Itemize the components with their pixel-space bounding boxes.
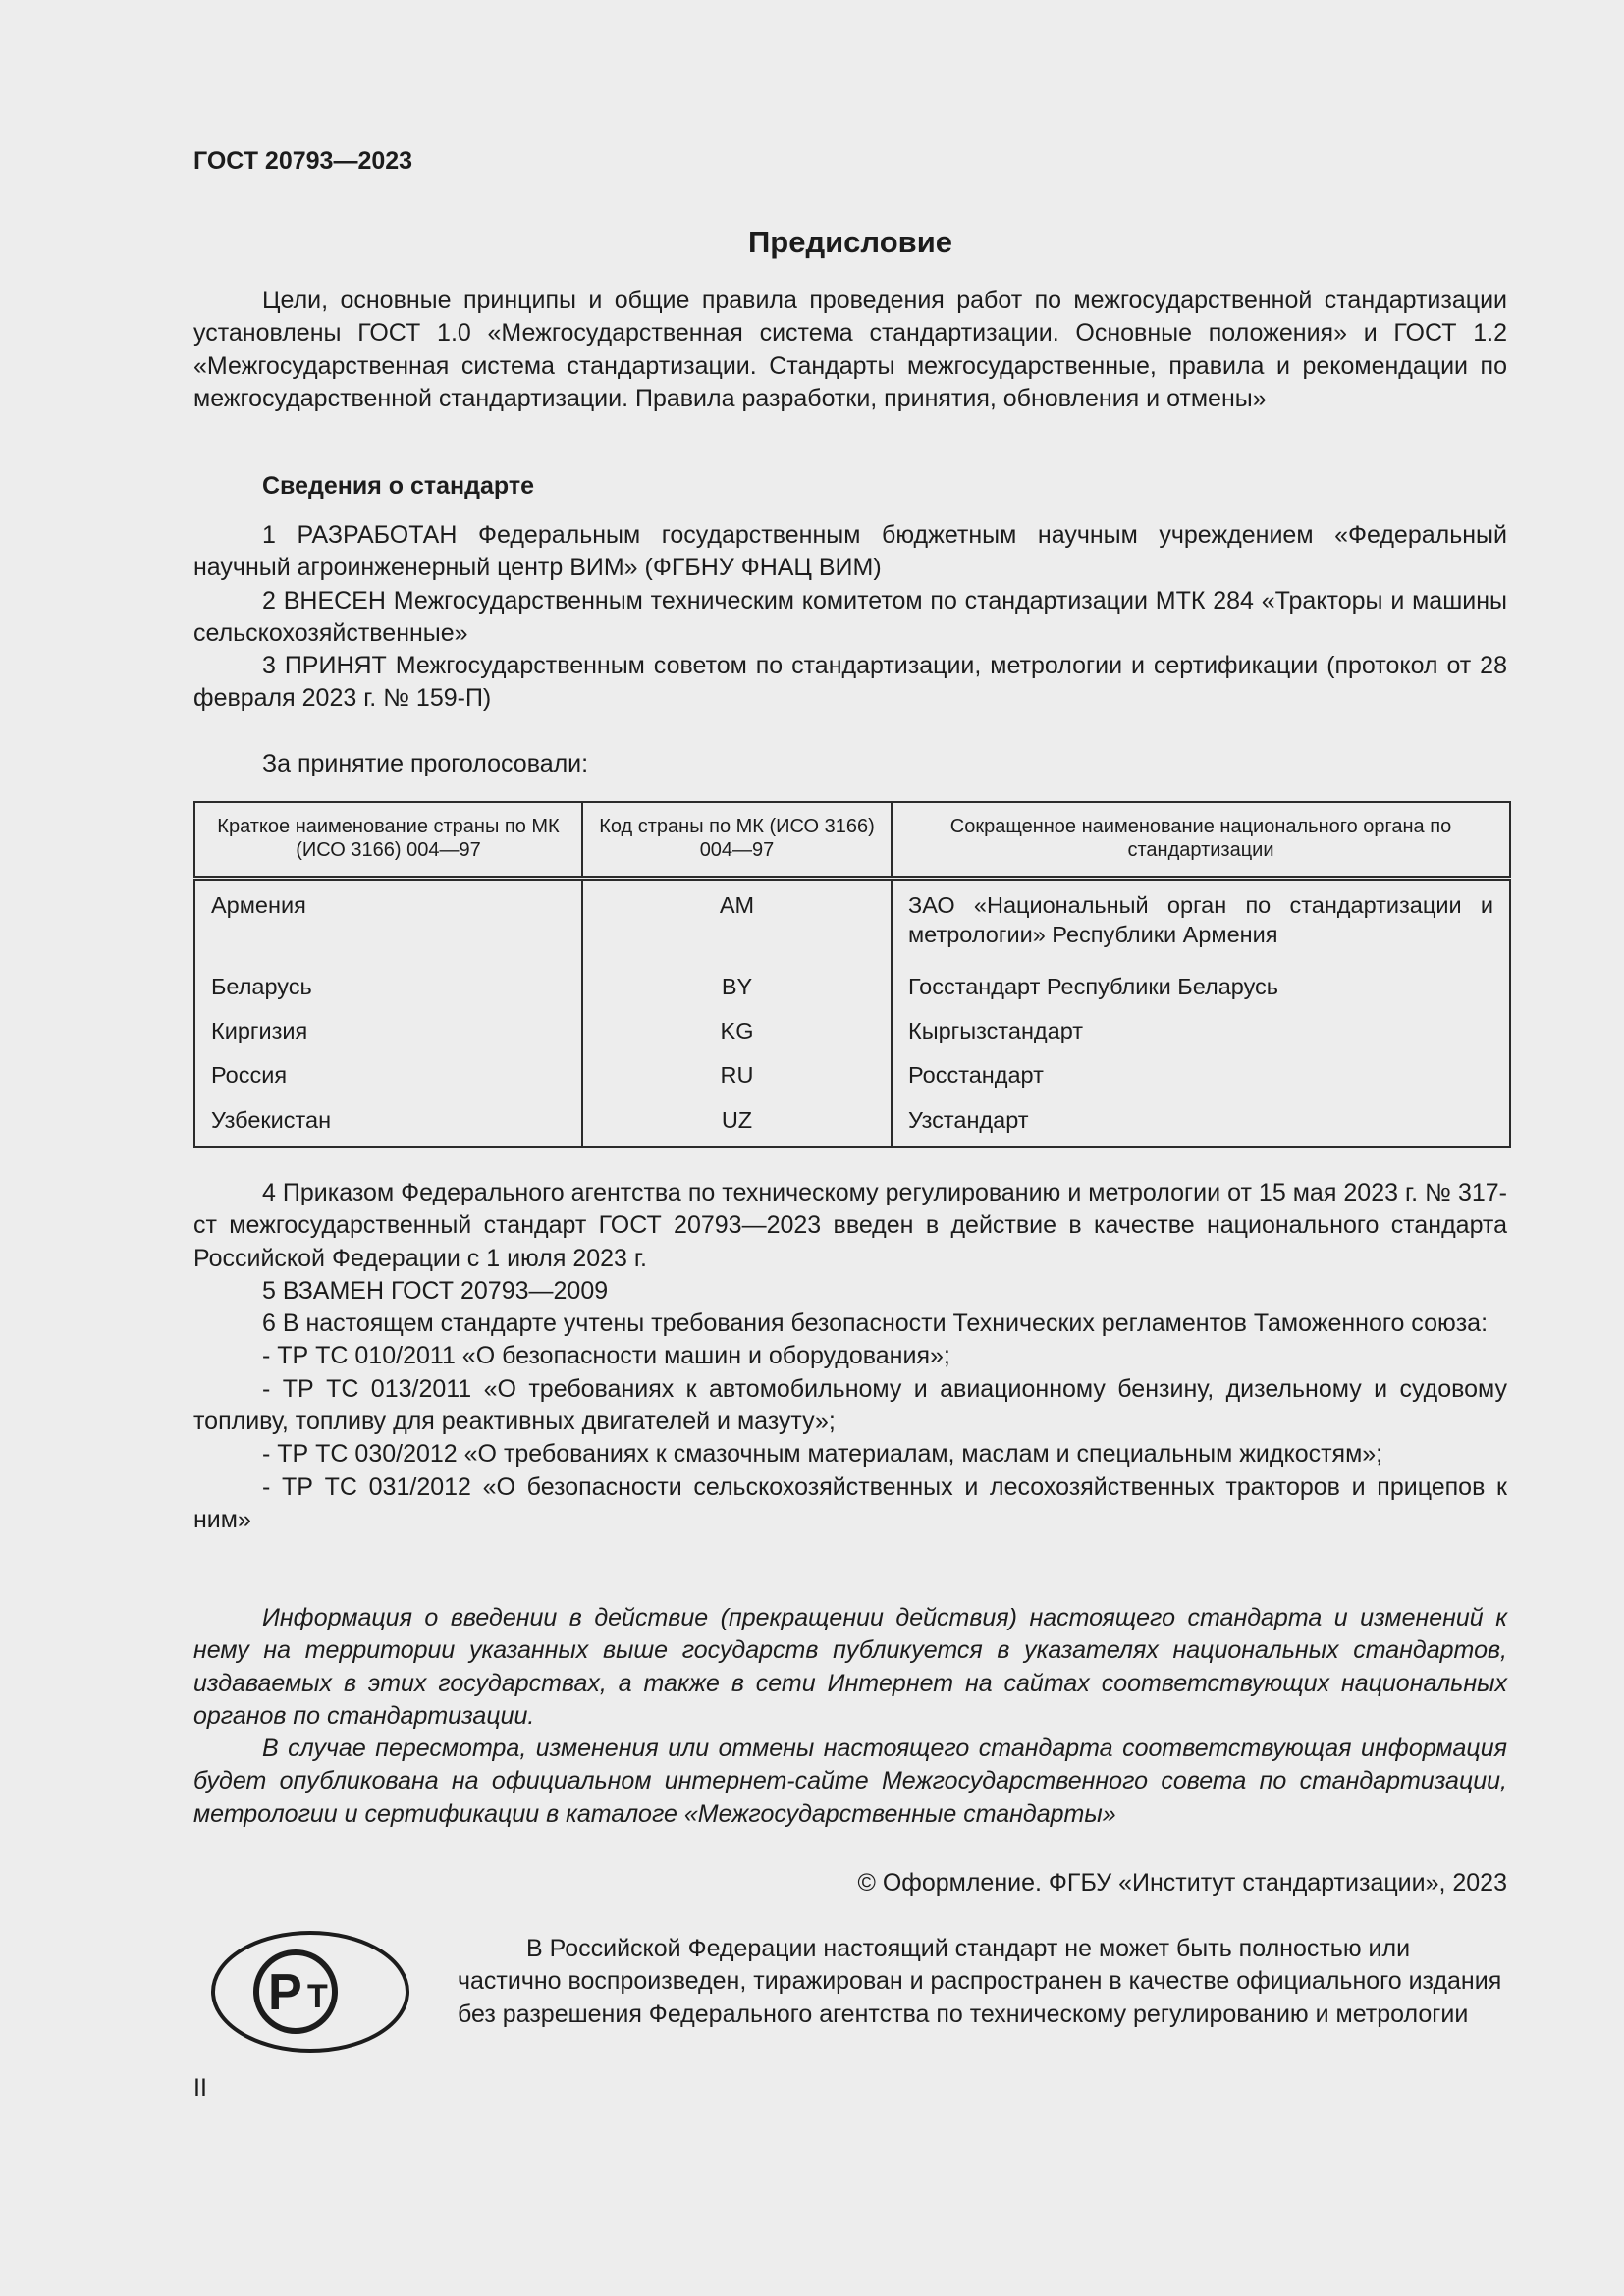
rst-certification-mark-icon (209, 1929, 411, 2055)
voted-label: За принятие проголосовали: (262, 750, 589, 777)
regulation-item: - ТР ТС 013/2011 «О требованиях к автомобильному и авиационному бензину, дизельному и судовому топливу, топливу для реактивных двигателей и мазуту»; (193, 1374, 1507, 1436)
table-row (194, 968, 1510, 1012)
page-title: Предисловие (747, 225, 952, 259)
table-row (194, 1101, 1510, 1148)
copyright-line: © Оформление. ФГБУ «Институт стандартизации», 2023 (857, 1869, 1507, 1896)
org-cell: Госстандарт Республики Беларусь (892, 968, 1510, 1012)
country-cell: Россия (194, 1056, 582, 1100)
org-cell: Кыргызстандарт (892, 1012, 1510, 1056)
code-cell: UZ (582, 1101, 892, 1148)
table-row (194, 1056, 1510, 1100)
rights-text: В Российской Федерации настоящий стандарт не может быть полностью или частично воспроизведен, тиражирован и распространен в качестве официального издания без разрешения Федерального агентства по техническому регулированию и метрологии (458, 1935, 1502, 2028)
table-row (194, 1012, 1510, 1056)
items-after-table (193, 1177, 1507, 1536)
regulation-item: - ТР ТС 010/2011 «О безопасности машин и оборудования»; (262, 1342, 950, 1370)
info-item: 4 Приказом Федерального агентства по техническому регулированию и метрологии от 15 мая 2023 г. № 317-ст межгосударственный стандарт ГОСТ 20793—2023 введен в действие в качестве национального стандарта Российской Федерации с 1 июля 2023 г. (193, 1179, 1507, 1272)
info-item: 1 РАЗРАБОТАН Федеральным государственным бюджетным научным учреждением «Федеральный научный агроинженерный центр ВИМ» (ФГБНУ ФНАЦ ВИМ) (193, 521, 1507, 582)
org-cell: ЗАО «Национальный орган по стандартизации и метрологии» Республики Армения (892, 879, 1510, 968)
org-cell: Росстандарт (892, 1056, 1510, 1100)
regulation-item: - ТР ТС 030/2012 «О требованиях к смазочным материалам, маслам и специальным жидкостям»; (262, 1440, 1383, 1468)
code-cell: BY (582, 968, 892, 1012)
code-cell: AM (582, 879, 892, 968)
info-item: 2 ВНЕСЕН Межгосударственным техническим комитетом по стандартизации МТК 284 «Тракторы и машины сельскохозяйственные» (193, 586, 1507, 647)
table-row (194, 879, 1510, 968)
italic-note: Информация о введении в действие (прекращении действия) настоящего стандарта и изменений к нему на территории указанных выше государств публикуется в указателях национальных стандартов, издаваемых в этих государствах, а также в сети Интернет на сайтах соответствующих национальных органов по стандартизации. (193, 1604, 1507, 1730)
column-header: Краткое наименование страны по МК (ИСО 3166) 004—97 (194, 802, 582, 879)
table-header-row (194, 802, 1510, 879)
intro-paragraph (193, 285, 1507, 415)
italic-notes (193, 1602, 1507, 1831)
info-item: 3 ПРИНЯТ Межгосударственным советом по стандартизации, метрологии и сертификации (протокол от 28 февраля 2023 г. № 159-П) (193, 652, 1507, 713)
country-cell: Беларусь (194, 968, 582, 1012)
column-header: Код страны по МК (ИСО 3166) 004—97 (582, 802, 892, 879)
page-number: II (193, 2074, 207, 2102)
info-item: 5 ВЗАМЕН ГОСТ 20793—2009 (262, 1276, 609, 1305)
svg-text:Р: Р (268, 1964, 302, 2021)
info-heading: Сведения о стандарте (262, 472, 535, 500)
info-items (193, 519, 1507, 716)
italic-note: В случае пересмотра, изменения или отмены настоящего стандарта соответствующая информация будет опубликована на официальном интернет-сайте Межгосударственного совета по стандартизации, метрологии и сертификации в каталоге «Межгосударственные стандарты» (193, 1735, 1507, 1828)
code-cell: RU (582, 1056, 892, 1100)
column-header: Сокращенное наименование национального органа по стандартизации (892, 802, 1510, 879)
country-cell: Армения (194, 879, 582, 968)
intro-text: Цели, основные принципы и общие правила проведения работ по межгосударственной стандартизации установлены ГОСТ 1.0 «Межгосударственная система стандартизации. Основные положения» и ГОСТ 1.2 «Межгосударственная система стандартизации. Стандарты межгосударственные, правила и рекомендации по межгосударственной стандартизации. Правила разработки, принятия, обновления и отмены» (193, 287, 1507, 412)
country-cell: Киргизия (194, 1012, 582, 1056)
country-cell: Узбекистан (194, 1101, 582, 1148)
votes-table (193, 801, 1511, 1148)
info-item: 6 В настоящем стандарте учтены требования безопасности Технических регламентов Таможенного союза: (262, 1309, 1489, 1338)
standard-code: ГОСТ 20793—2023 (193, 147, 413, 175)
regulation-item: - ТР ТС 031/2012 «О безопасности сельскохозяйственных и лесохозяйственных тракторов и прицепов к ним» (193, 1472, 1507, 1533)
code-cell: KG (582, 1012, 892, 1056)
rights-notice (458, 1933, 1507, 2031)
svg-text:Т: Т (307, 1978, 328, 2015)
org-cell: Узстандарт (892, 1101, 1510, 1148)
